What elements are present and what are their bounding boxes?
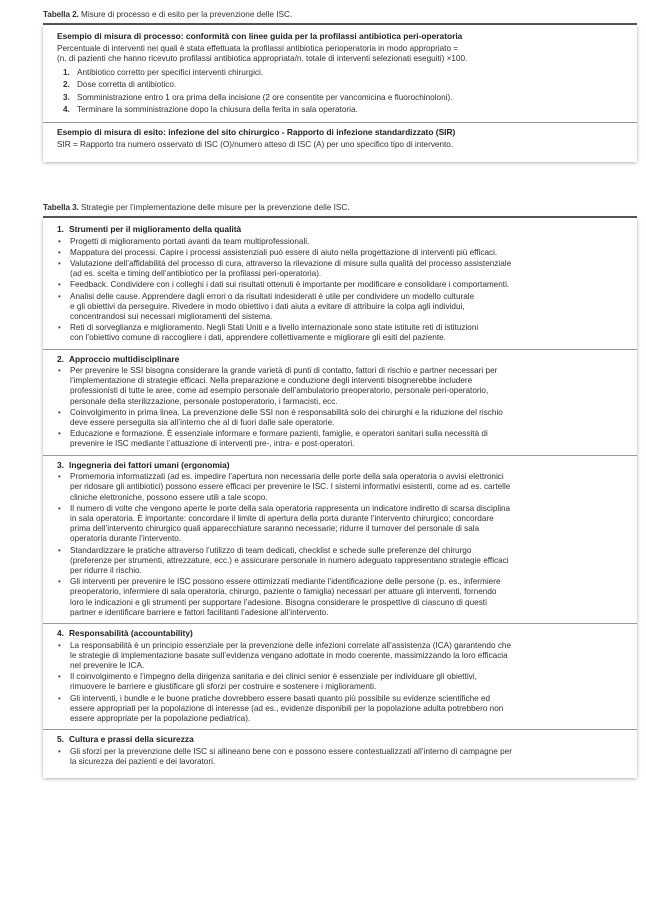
- list-item: [57, 67, 623, 80]
- outcome-measure-section: [43, 122, 637, 162]
- bullet-list: [57, 366, 623, 450]
- strategy-section-heading: Strumenti per il miglioramento della qualità: [69, 224, 242, 234]
- process-criteria-list: [57, 67, 623, 117]
- bullet-icon: •: [58, 407, 61, 417]
- list-item: [57, 747, 623, 767]
- list-item: [57, 694, 623, 725]
- list-item-number: 4.: [63, 105, 70, 115]
- list-item: [57, 504, 623, 545]
- list-item: [57, 546, 623, 577]
- process-measure-line-1: Percentuale di interventi nei quali è stata effettuata la profilassi antibiotica perioperatoria in modo appropriato =: [57, 44, 459, 53]
- strategy-section: [43, 349, 637, 455]
- bullet-icon: •: [58, 258, 61, 268]
- table-2-caption: [43, 9, 637, 20]
- bullet-icon: •: [58, 672, 61, 682]
- strategy-section-title: [57, 628, 623, 640]
- bullet-icon: •: [58, 366, 61, 376]
- bullet-icon: •: [58, 236, 61, 246]
- list-item-text: Terminare la somministrazione dopo la chiusura della ferita in sala operatoria.: [77, 105, 358, 115]
- list-item-text: Il coinvolgimento e l’impegno della dirigenza sanitaria e dei clinici senior è essenziale per individuare gli obiettivi, rimuovere le barriere e giustificare gli sforzi per costruire e sostenere i miglioramenti.: [70, 672, 477, 692]
- list-item-text: Progetti di miglioramento portati avanti da team multiprofessionali.: [70, 236, 310, 246]
- list-item-text: Il numero di volte che vengono aperte le porte della sala operatoria rappresenta un indicatore indiretto di scarsa disciplina in sala operatoria. È importante: concordare il limite di apertura della porta durante l’intervento chirurgico; concordare prima dell’intervento chirurgico quali apparecchiature saranno necessarie; ridurre il turnover del personale di sala operatoria durante l’intervento.: [70, 503, 511, 544]
- process-measure-line-2: (n. di pazienti che hanno ricevuto profilassi antibiotica appropriata/n. totale di interventi selezionati eseguiti) ×100.: [57, 54, 468, 64]
- list-item-text: Per prevenire le SSI bisogna considerare la grande varietà di punti di contatto, fattori di rischio e partner necessari per l’implementazione di strategie efficaci. Nella preparazione e conduzione degli interventi bisognerebbe includere professionisti di tutte le aree, come ad esempio personale dell’ambulatorio preoperatorio, personale peri-operatorio, personale della sterilizzazione, personale postoperatorio, i farmacisti, ecc.: [70, 366, 498, 406]
- strategy-section-heading: Approccio multidisciplinare: [69, 353, 180, 364]
- list-item: [57, 472, 623, 503]
- strategy-section-title: [57, 354, 623, 366]
- outcome-measure-line-1: SIR = Rapporto tra numero osservato di ISC (O)/numero atteso di ISC (A) per uno specifico tipo di intervento.: [57, 139, 454, 149]
- strategy-section: [43, 218, 637, 349]
- list-item-text: Somministrazione entro 1 ora prima della incisione (2 ore consentite per vancomicina e fluorochinoloni).: [77, 92, 453, 102]
- table-2: [43, 9, 637, 162]
- process-measure-section: [43, 25, 637, 122]
- list-item: [57, 79, 623, 92]
- list-item-text: Promemoria informatizzati (ad es. impedire l’apertura non necessaria delle porte della sala operatoria o avvisi elettronici per ridosare gli antibiotici) possono essere efficaci per prevenire le ISC. I sistemi informativi esistenti, come ad es. cartelle cliniche elettroniche, possono essere utili a tale scopo.: [70, 472, 511, 502]
- bullet-icon: •: [58, 746, 61, 756]
- list-item: [57, 280, 623, 290]
- list-item: [57, 323, 623, 343]
- list-item-number: 1.: [63, 67, 70, 77]
- list-item-text: Standardizzare le pratiche attraverso l’utilizzo di team dedicati, checklist e schede sulle preferenze del chirurgo (preferenze per strumenti, attrezzature, ecc.) e assicurare personale in numero adeguato rappresentano strategie efficaci per ridurre il rischio.: [70, 545, 509, 575]
- bullet-icon: •: [58, 693, 61, 703]
- list-item: [57, 672, 623, 692]
- table-3-panel: [43, 218, 637, 778]
- bullet-icon: •: [58, 291, 61, 301]
- bullet-icon: •: [58, 323, 61, 333]
- bullet-list: [57, 237, 623, 344]
- list-item-number: 2.: [63, 80, 70, 90]
- outcome-measure-title: Esempio di misura di esito: infezione del sito chirurgico - Rapporto di infezione standardizzato (SIR): [57, 126, 456, 137]
- strategy-section-number: 4.: [57, 628, 64, 638]
- table-2-caption-text: Misure di processo e di esito per la prevenzione delle ISC.: [81, 10, 293, 19]
- list-item: [57, 92, 623, 105]
- bullet-list: [57, 747, 623, 767]
- bullet-list: [57, 641, 623, 725]
- strategy-section: [43, 455, 637, 623]
- list-item-text: Antibiotico corretto per specifici interventi chirurgici.: [77, 67, 264, 77]
- strategy-section-number: 3.: [57, 459, 64, 470]
- table-3-caption-text: Strategie per l’implementazione delle misure per la prevenzione delle ISC.: [81, 203, 350, 212]
- strategy-section-heading: Ingegneria dei fattori umani (ergonomia): [69, 459, 230, 470]
- bullet-icon: •: [58, 503, 61, 513]
- strategy-section-heading: Responsabilità (accountability): [69, 628, 193, 638]
- table-2-panel: [43, 25, 637, 162]
- list-item: [57, 408, 623, 428]
- bullet-icon: •: [58, 429, 61, 439]
- strategy-section-number: 1.: [57, 224, 64, 234]
- bullet-icon: •: [58, 247, 61, 257]
- bullet-icon: •: [58, 577, 61, 587]
- list-item-text: Gli interventi per prevenire le ISC possono essere ottimizzati mediante l’identificazione delle persone (p. es., infermiere preoperatorio, infermiere di sala operatoria, chirurgo, paziente o famiglia) necessari per attuare gli interventi, fornendo loro le indicazioni e gli strumenti per supportare l’adesione. Bisogna considerare le prospettive di ciascuno di questi partner e identificare barriere e fattori facilitanti l’adesione all’intervento.: [70, 577, 501, 617]
- strategy-section-title: [57, 460, 623, 472]
- strategy-section-heading: Cultura e prassi della sicurezza: [69, 734, 194, 745]
- strategy-section: [43, 729, 637, 778]
- table-2-caption-label: Tabella 2.: [43, 10, 79, 19]
- strategy-section-title: [57, 734, 623, 746]
- list-item-text: Analisi delle cause. Apprendere dagli errori o da risultati indesiderati è utile per condividere un modello culturale e gli obiettivi da perseguire. Rivedere in modo obiettivo i dati aiuta a evitare di attribuire la colpa agli individui, concentrandosi sui necessari miglioramenti del sistema.: [70, 291, 475, 321]
- list-item: [57, 248, 623, 258]
- list-item-text: Reti di sorveglianza e miglioramento. Negli Stati Uniti e a livello internazionale sono state istituite reti di istituzioni con l’obiettivo comune di raccogliere i dati, apprendere collettivamente e migliorare gli esiti del paziente.: [70, 323, 479, 343]
- list-item: [57, 429, 623, 449]
- list-item: [57, 577, 623, 618]
- list-item-text: Educazione e formazione. È essenziale informare e formare pazienti, famiglie, e operatori sanitari sulla necessità di prevenire le ISC mediante l’attuazione di interventi pre-, intra- e post-operatori.: [70, 429, 488, 449]
- table-3: [43, 202, 637, 778]
- list-item-text: Gli sforzi per la prevenzione delle ISC si allineano bene con e possono essere contestualizzati all’interno di campagne per la sicurezza dei pazienti e dei lavoratori.: [70, 746, 512, 766]
- process-measure-title: Esempio di misura di processo: conformità con linee guida per la profilassi antibiotica peri-operatoria: [57, 31, 463, 41]
- list-item: [57, 292, 623, 323]
- strategy-section-number: 2.: [57, 353, 64, 364]
- list-item: [57, 259, 623, 279]
- strategy-section-number: 5.: [57, 734, 64, 745]
- list-item: [57, 366, 623, 407]
- list-item-text: Feedback. Condividere con i colleghi i dati sui risultati ottenuti è importante per modificare e consolidare i comportamenti.: [70, 280, 510, 290]
- list-item: [57, 641, 623, 672]
- bullet-list: [57, 472, 623, 618]
- table-3-caption: [43, 202, 637, 213]
- strategy-section: [43, 623, 637, 729]
- list-item-text: Dose corretta di antibiotico.: [77, 80, 177, 90]
- strategy-section-title: [57, 224, 623, 236]
- list-item-text: La responsabilità è un principio essenziale per la prevenzione delle infezioni correlate all’assistenza (ICA) garantendo che le strategie di implementazione basate sull’evidenza vengano adottate in modo coerente, massimizzando la loro efficacia nel prevenire le ICA.: [70, 640, 512, 670]
- list-item-text: Mappatura dei processi. Capire i processi assistenziali può essere di aiuto nella progettazione di interventi più efficaci.: [70, 247, 498, 257]
- list-item-text: Gli interventi, i bundle e le buone pratiche dovrebbero essere basati quanto più possibile su evidenze scientifiche ed essere appropriati per la popolazione di interesse (ad es., evidenze disponibili per la popolazione adulta potrebbero non essere appropriate per la popolazione pediatrica).: [70, 693, 504, 723]
- list-item-number: 3.: [63, 92, 70, 102]
- table-3-caption-label: Tabella 3.: [43, 203, 79, 212]
- list-item: [57, 104, 623, 117]
- bullet-icon: •: [58, 640, 61, 650]
- bullet-icon: •: [58, 280, 61, 290]
- list-item: [57, 237, 623, 247]
- list-item-text: Coinvolgimento in prima linea. La prevenzione delle SSI non è responsabilità solo dei chirurghi e la riduzione del rischio deve essere perseguita sia all’interno che al di fuori dalle sale operatorie.: [70, 407, 503, 428]
- bullet-icon: •: [58, 545, 61, 555]
- bullet-icon: •: [58, 472, 61, 482]
- list-item-text: Valutazione dell’affidabilità del processo di cura, attraverso la rilevazione di misure sulla qualità del processo assistenziale (ad es. scelta e timing dell’antibiotico per la profilassi peri-operatoria).: [70, 258, 512, 279]
